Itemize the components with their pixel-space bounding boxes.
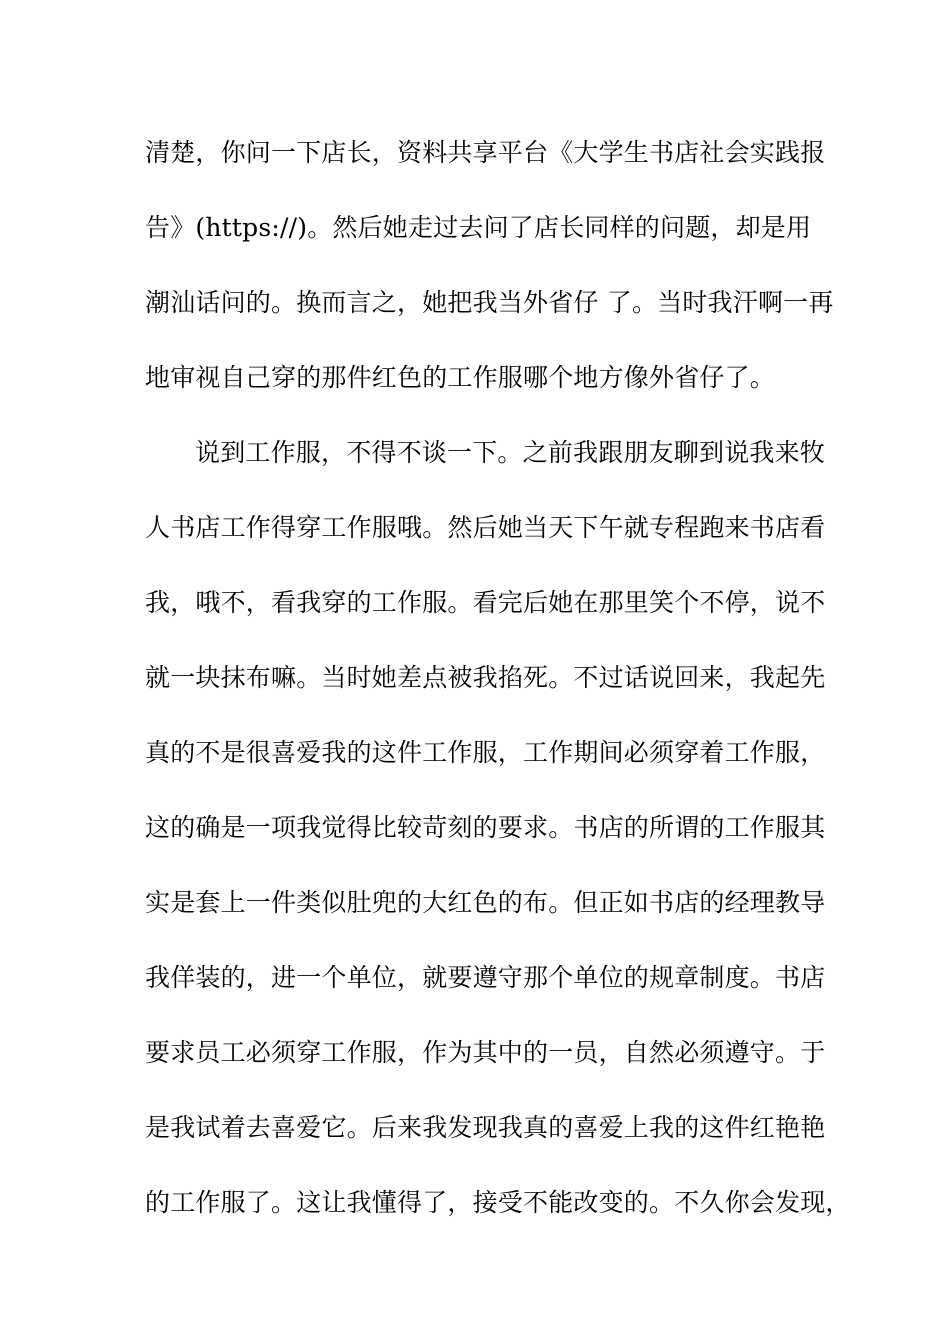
body-text bbox=[145, 128, 851, 1253]
text-line: 地审视自己穿的那件红色的工作服哪个地方像外省仔了。 bbox=[145, 363, 776, 392]
text-line: 这的确是一项我觉得比较苛刻的要求。书店的所谓的工作服其 bbox=[145, 813, 826, 842]
text-line: 要求员工必须穿工作服，作为其中的一员，自然必须遵守。于 bbox=[145, 1038, 826, 1067]
paragraph-start-line: 说到工作服，不得不谈一下。之前我跟朋友聊到说我来牧 bbox=[195, 438, 826, 467]
text-line: 实是套上一件类似肚兜的大红色的布。但正如书店的经理教导 bbox=[145, 888, 826, 917]
text-line: 清楚，你问一下店长，资料共享平台《大学生书店社会实践报 bbox=[145, 138, 826, 167]
text-line: 潮汕话问的。换而言之，她把我当外省仔 了。当时我汗啊一再 bbox=[145, 288, 834, 317]
text-line: 真的不是很喜爱我的这件工作服，工作期间必须穿着工作服， bbox=[145, 738, 826, 767]
text-line: 我佯装的，进一个单位，就要遵守那个单位的规章制度。书店 bbox=[145, 963, 826, 992]
text-line: 的工作服了。这让我懂得了，接受不能改变的。不久你会发现， bbox=[145, 1188, 851, 1217]
text-line: 我，哦不，看我穿的工作服。看完后她在那里笑个不停，说不 bbox=[145, 588, 826, 617]
text-line: 就一块抹布嘛。当时她差点被我掐死。不过话说回来，我起先 bbox=[145, 663, 826, 692]
text-line: 是我试着去喜爱它。后来我发现我真的喜爱上我的这件红艳艳 bbox=[145, 1113, 826, 1142]
text-line: 告》(https://)。然后她走过去问了店长同样的问题，却是用 bbox=[145, 213, 812, 242]
text-line: 人书店工作得穿工作服哦。然后她当天下午就专程跑来书店看 bbox=[145, 513, 826, 542]
